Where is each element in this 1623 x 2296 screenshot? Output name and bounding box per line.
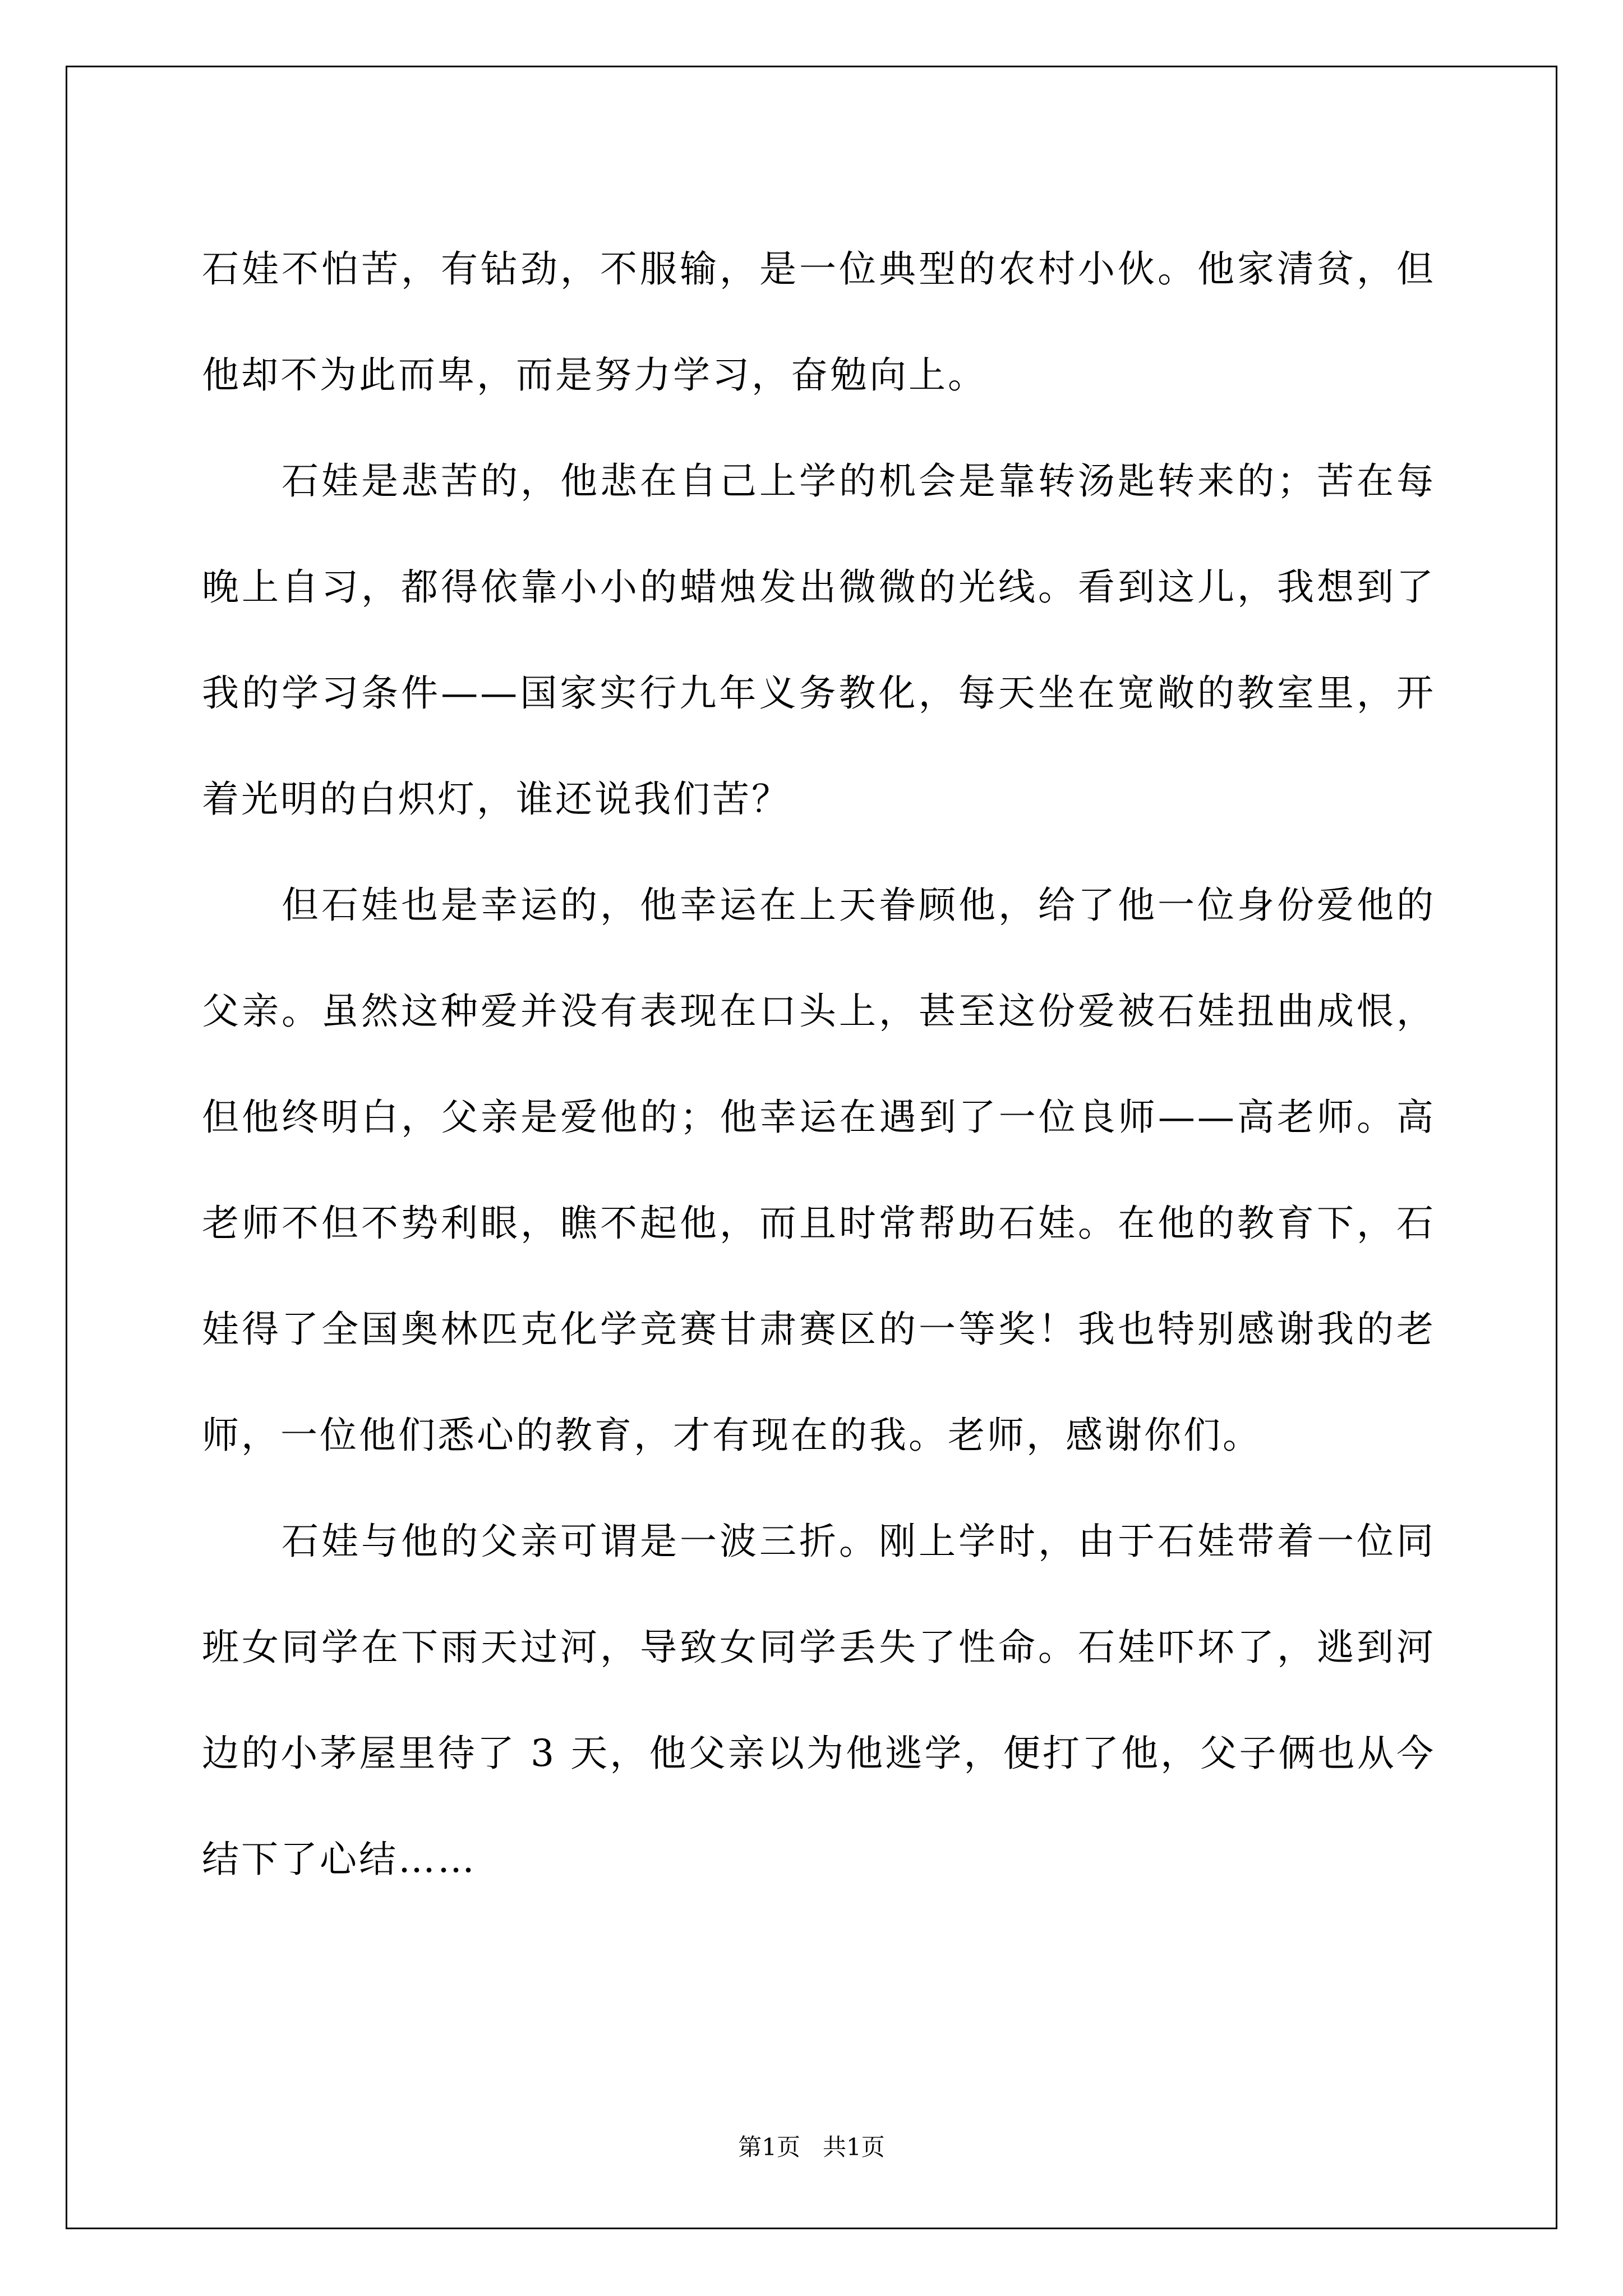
paragraph-3: 但石娃也是幸运的，他幸运在上天眷顾他，给了他一位身份爱他的父亲。虽然这种爱并没有表现在口头上，甚至这份爱被石娃扭曲成恨，但他终明白，父亲是爱他的；他幸运在遇到了一位良师——高老师。高老师不但不势利眼，瞧不起他，而且时常帮助石娃。在他的教育下，石娃得了全国奥林匹克化学竞赛甘肃赛区的一等奖！我也特别感谢我的老师，一位他们悉心的教育，才有现在的我。老师，感谢你们。 — [202, 884, 1436, 1457]
paragraph-4: 石娃与他的父亲可谓是一波三折。刚上学时，由于石娃带着一位同班女同学在下雨天过河，导致女同学丢失了性命。石娃吓坏了，逃到河边的小茅屋里待了 3 天，他父亲以为他逃学，便打了他，父子俩也从今结下了心结…… — [202, 1520, 1436, 1881]
paragraph-2: 石娃是悲苦的，他悲在自己上学的机会是靠转汤匙转来的；苦在每晚上自习，都得依靠小小的蜡烛发出微微的光线。看到这儿，我想到了我的学习条件——国家实行九年义务教化，每天坐在宽敞的教室里，开着光明的白炽灯，谁还说我们苦？ — [202, 459, 1436, 821]
document-body — [202, 216, 1436, 1912]
page-footer: 第1页 共1页 — [738, 2133, 885, 2161]
paragraph-1: 石娃不怕苦，有钻劲，不服输，是一位典型的农村小伙。他家清贫，但他却不为此而卑，而是努力学习，奋勉向上。 — [202, 247, 1436, 397]
